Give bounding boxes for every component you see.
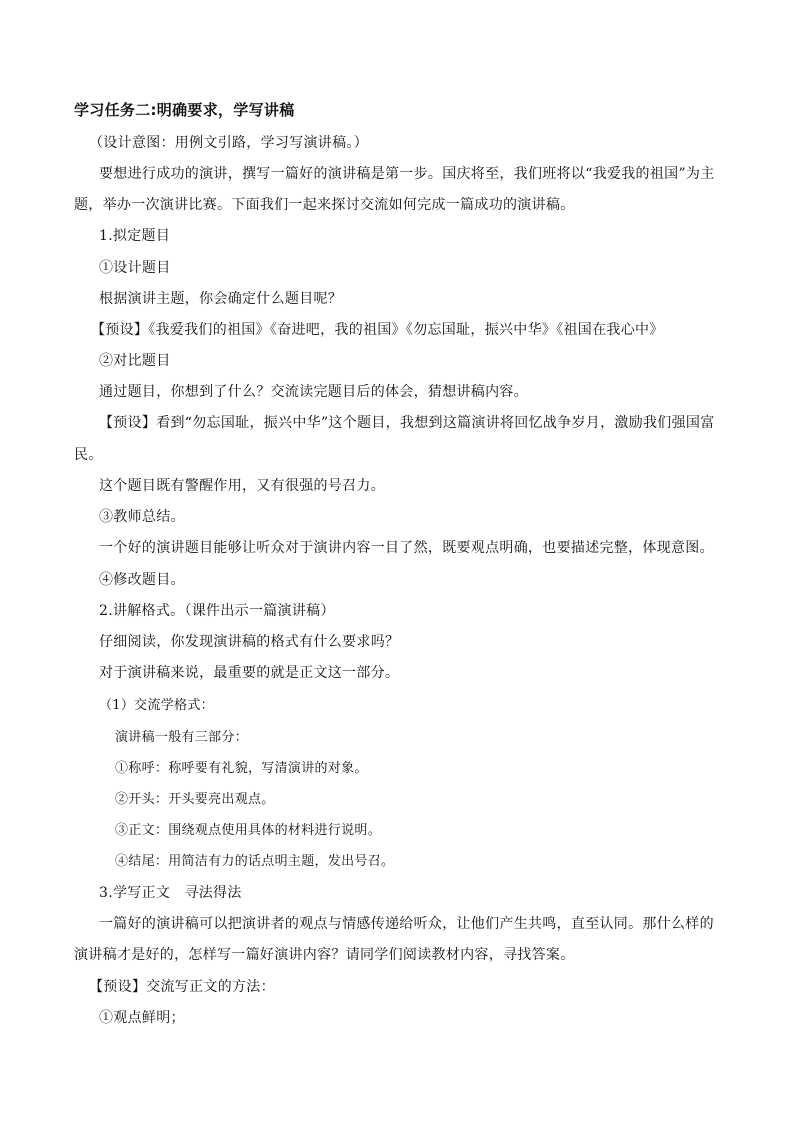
paragraph: 通过题目，你想到了什么？交流读完题目后的体会，猜想讲稿内容。 — [99, 384, 528, 400]
list-item: ①称呼：称呼要有礼貌，写清演讲的对象。 — [115, 761, 368, 776]
list-item: ③正文：围绕观点使用具体的材料进行说明。 — [115, 823, 382, 838]
list-item: ①观点鲜明； — [99, 1010, 185, 1026]
section-heading: 1.拟定题目 — [99, 228, 171, 244]
preset-paragraph-line: 民。 — [74, 447, 103, 463]
subheading: ①设计题目 — [99, 260, 171, 276]
section-heading: 2.讲解格式。（课件出示一篇演讲稿） — [99, 603, 335, 619]
paragraph: 对于演讲稿来说，最重要的就是正文这一部分。 — [99, 665, 400, 681]
subheading: ③教师总结。 — [99, 509, 185, 525]
preset-paragraph: 【预设】交流写正文的方法： — [89, 979, 275, 995]
paragraph-line: 一篇好的演讲稿可以把演讲者的观点与情感传递给听众，让他们产生共鸣，直至认同。那什么样的 — [99, 916, 714, 932]
preset-paragraph: 【预设】《我爱我们的祖国》《奋进吧，我的祖国》《勿忘国耻，振兴中华》《祖国在我心中》 — [91, 322, 664, 338]
paragraph: 演讲稿一般有三部分： — [115, 730, 249, 745]
paragraph: 这个题目既有警醒作用，又有很强的号召力。 — [99, 478, 385, 494]
paragraph-line: 演讲稿才是好的，怎样写一篇好演讲内容？请同学们阅读教材内容，寻找答案。 — [74, 947, 575, 963]
list-item: ④结尾：用简洁有力的话点明主题，发出号召。 — [115, 854, 395, 869]
paragraph: 一个好的演讲题目能够让听众对于演讲内容一目了然，既要观点明确，也要描述完整，体现意图。 — [99, 540, 714, 556]
list-item: ②开头：开头要亮出观点。 — [115, 792, 275, 807]
paragraph: 仔细阅读，你发现演讲稿的格式有什么要求吗？ — [99, 634, 400, 650]
task-title: 学习任务二:明确要求，学写讲稿 — [74, 101, 295, 119]
subheading: （1）交流学格式： — [99, 698, 214, 713]
intro-paragraph-line: 要想进行成功的演讲，撰写一篇好的演讲稿是第一步。国庆将至，我们班将以“我爱我的祖国”为主 — [99, 166, 715, 182]
intro-paragraph-line: 题，举办一次演讲比赛。下面我们一起来探讨交流如何完成一篇成功的演讲稿。 — [74, 197, 575, 213]
paragraph: 根据演讲主题，你会确定什么题目呢？ — [99, 291, 343, 307]
design-intent: （设计意图：用例文引路，学习写演讲稿。） — [89, 135, 368, 151]
section-heading: 3.学写正文 寻法得法 — [99, 885, 242, 901]
subheading: ④修改题目。 — [99, 572, 185, 588]
preset-paragraph-line: 【预设】看到“勿忘国耻，振兴中华”这个题目，我想到这篇演讲将回忆战争岁月，激励我们强国富 — [99, 415, 715, 431]
subheading: ②对比题目 — [99, 353, 171, 369]
